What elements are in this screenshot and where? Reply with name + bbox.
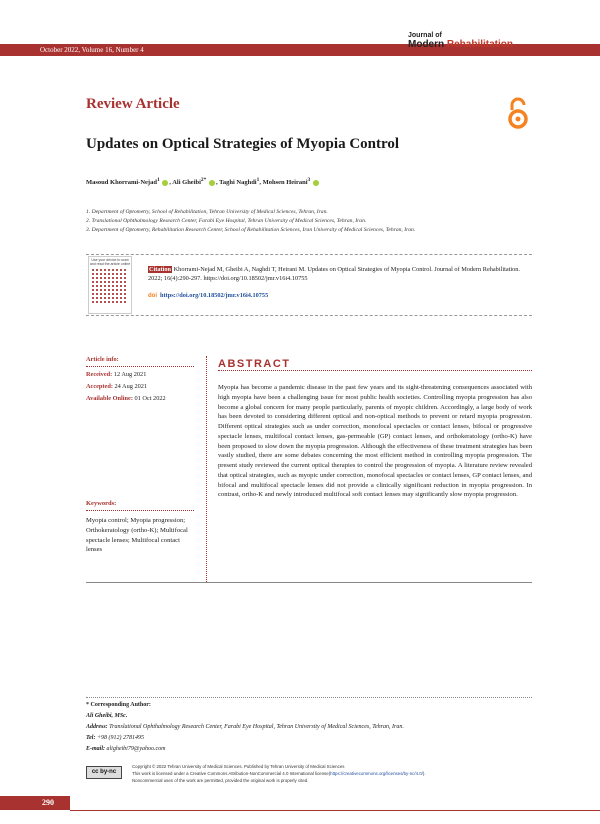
copyright-line: Copyright © 2022 Tehran University of Medical Sciences. Published by Tehran University of Medical Sciences (132, 764, 345, 769)
keywords-text: Myopia control; Myopia progression; Orthokeratology (ortho-K); Multifocal spectacle lenses; Multifocal contact lenses (86, 517, 188, 554)
divider (86, 582, 532, 583)
author-name[interactable]: Taghi Naghdi (219, 179, 257, 187)
issue-label: October 2022, Volume 16, Number 4 (40, 46, 144, 54)
article-title: Updates on Optical Strategies of Myopia Control (86, 136, 400, 152)
keywords-heading: Keywords: (86, 500, 117, 507)
received-date: Received: 12 Aug 2021 (86, 371, 147, 378)
divider (218, 370, 532, 371)
journal-name: Modern Rehabilitation (408, 39, 514, 50)
doi-link[interactable]: doi https://doi.org/10.18502/jmr.v16i4.10755 (148, 292, 269, 299)
journal-logo (408, 32, 513, 50)
column-divider (206, 356, 207, 582)
corresponding-tel: Tel: +98 (912) 2781495 (86, 735, 144, 741)
qr-code-icon (92, 269, 128, 305)
open-access-icon (506, 96, 530, 130)
cc-license-icon[interactable]: cc by-nc (86, 766, 122, 779)
article-type: Review Article (86, 96, 180, 112)
online-date: Available Online: 01 Oct 2022 (86, 395, 166, 402)
qr-caption: Use your device to scan and read the article online (89, 258, 131, 266)
divider (86, 510, 194, 511)
abstract-text: Myopia has become a pandemic disease in the past few years and its sight-threatening consequences associated with high myopia have been a challenging issue for most public health societies. Controlling myopia progression has also become a global concern for many people particularly, parents of myopic children. Accordingly, a large body of work has been devoted to considering different optical and non-optical methods to prevent or retard myopia progression. Different optical strategies such as under correction, monofocal spectacles or contact lenses, bifocal or progressive spectacle lenses, multifocal contact lenses, gas-permeable (GP) contact lenses, and orthokeratology (ortho-K) have been proposed to slow down the myopia progression. Although the effectiveness of these treatment strategies has been vastly studied, there are some debates concerning the most efficient method in controlling myopia progression. The present study reviewed the current optical therapies to control the progression of myopia. A literature review revealed that optical strategies, such as myopic under correction, monofocal spectacles or contact lenses, GP contact lenses, and bifocal and multifocal spectacle lenses did not provide a clinically significant reduction in myopia progression. In contrast, ortho-K and newly introduced multifocal soft contact lenses may significantly slow myopia progression. (218, 384, 532, 499)
orcid-icon[interactable] (162, 180, 168, 186)
citation-text: Citation Khorrami-Nejad M, Gheibi A, Naghdi T, Heirani M. Updates on Optical Strategies of Myopia Control. Journal of Modern Rehabilitation. 2022; 16(4):290-297. https://doi.org/10.18502/jmr.v16i4.10755 (148, 266, 520, 282)
citation-box (86, 254, 532, 316)
article-info-heading: Article info: (86, 356, 119, 363)
author-name[interactable]: Masoud Khorrami-Nejad (86, 179, 157, 187)
divider (86, 697, 532, 698)
orcid-icon[interactable] (313, 180, 319, 186)
divider (86, 366, 194, 367)
corresponding-name: Ali Gheibi, MSc. (86, 713, 128, 719)
doi-icon: doi (148, 293, 157, 299)
page-number: 290 (0, 796, 70, 810)
author-name[interactable]: Ali Gheibi (172, 179, 201, 187)
license-line: This work is licensed under a Creative Commons Attribution-NonCommercial 4.0 International license(https://creativecommons.org/licenses/by-nc/4.0/). (132, 771, 426, 776)
corresponding-email[interactable]: E-mail: aligheibi79@yahoo.com (86, 746, 166, 752)
citation-label: Citation (149, 266, 172, 273)
affiliation: 2. Translational Ophthalmology Research Center, Farabi Eye Hospital, Tehran University of Medical Sciences, Tehran, Iran. (86, 218, 367, 224)
author-list: Masoud Khorrami-Nejad$^1$ , Ali Gheibi$^{2*}$ , Taghi Naghdi$^1$, Mohsen Heirani$^3$ (86, 177, 320, 186)
affiliation: 1. Department of Optometry, School of Rehabilitation, Tehran University of Medical Sciences, Tehran, Iran. (86, 209, 328, 215)
affiliation: 3. Department of Optometry, Rehabilitation Research Center, School of Rehabilitation Sciences, Iran University of Medical Sciences, Tehran, Iran. (86, 227, 416, 233)
qr-code[interactable] (88, 256, 132, 314)
divider (70, 810, 600, 811)
accepted-date: Accepted: 24 Aug 2021 (86, 383, 148, 390)
license-link[interactable]: https://creativecommons.org/licenses/by-nc/4.0/ (330, 771, 423, 776)
license-note: Noncommercial uses of the work are permitted, provided the original work is properly cited. (132, 778, 309, 783)
corresponding-address: Address: Translational Ophthalmology Research Center, Farabi Eye Hospital, Tehran University of Medical Sciences, Tehran, Iran. (86, 724, 404, 730)
journal-line1: Journal of (408, 32, 442, 39)
abstract-heading: ABSTRACT (218, 358, 291, 370)
author-name[interactable]: Mohsen Heirani (262, 179, 308, 187)
orcid-icon[interactable] (209, 180, 215, 186)
corresponding-heading: * Corresponding Author: (86, 702, 151, 708)
